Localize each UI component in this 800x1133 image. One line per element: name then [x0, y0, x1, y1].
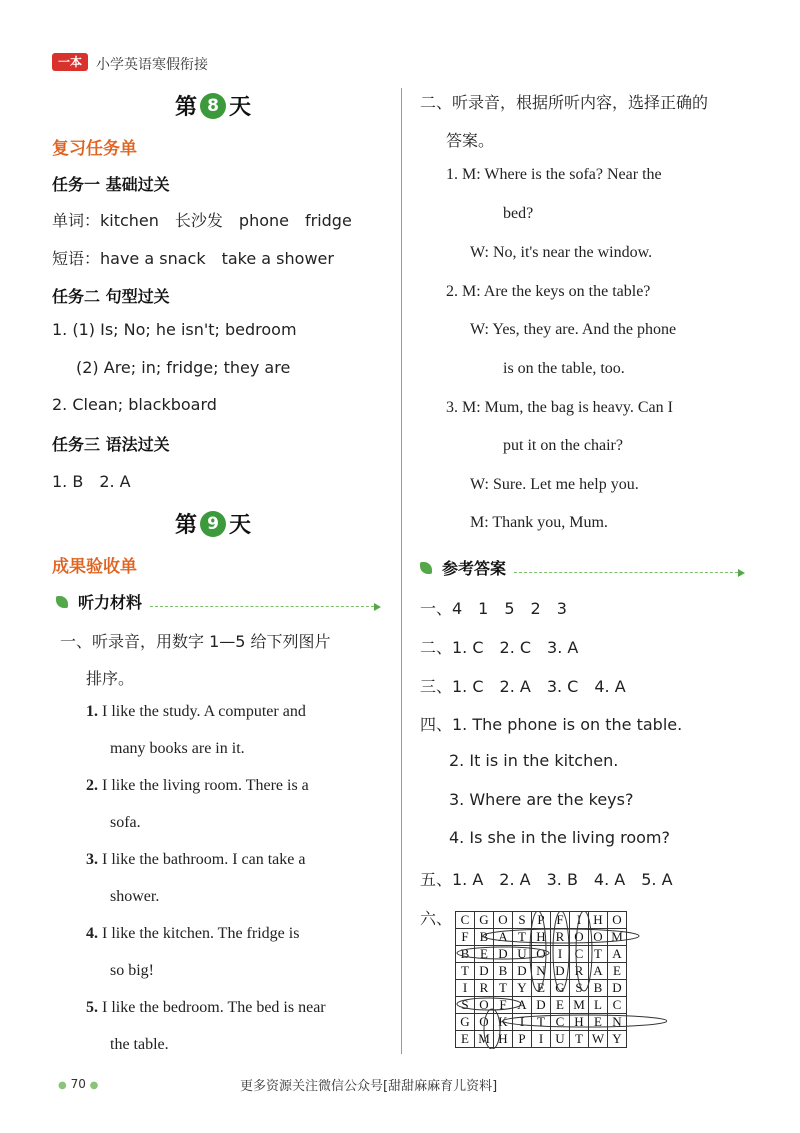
grid-cell: E — [589, 1014, 608, 1031]
listening-item-line1 — [86, 703, 306, 721]
answers-header — [420, 556, 745, 579]
grid-cell: D — [494, 946, 513, 963]
grid-cell: C — [608, 997, 627, 1014]
grid-cell: C — [551, 1014, 570, 1031]
grid-cell: S — [570, 980, 589, 997]
phrases-line: 短语：have a snack take a shower — [52, 249, 334, 268]
sentence-1: 1. (1) Is; No; he isn't; bedroom — [52, 320, 297, 339]
words-line: 单词：kitchen 长沙发 phone fridge — [52, 211, 352, 230]
grid-cell: E — [456, 1031, 475, 1048]
dialog-2c: is on the table, too. — [503, 360, 625, 377]
answer-4-1: 四、1. The phone is on the table. — [420, 715, 683, 734]
grid-cell: H — [589, 912, 608, 929]
listening-title: 听力材料 — [78, 593, 143, 612]
listening-item-line2: so big! — [110, 962, 154, 979]
day-prefix: 第 — [175, 95, 198, 120]
task3-title: 任务三 语法过关 — [52, 435, 170, 454]
grid-cell: O — [475, 1014, 494, 1031]
leaf-icon — [420, 562, 432, 574]
item-number: 1. — [86, 703, 98, 720]
item-text: I like the living room. There is a — [102, 777, 309, 794]
grid-row — [456, 929, 627, 946]
grid-cell: E — [608, 963, 627, 980]
answers-title: 参考答案 — [442, 559, 507, 578]
grid-cell: N — [532, 963, 551, 980]
word-search-grid — [455, 911, 627, 1048]
part1-instruction-cont: 排序。 — [86, 669, 135, 688]
dialog-3b: put it on the chair? — [503, 437, 623, 454]
dotted-rule — [514, 572, 738, 573]
dialog-1a: 1. M: Where is the sofa? Near the — [446, 166, 662, 183]
grid-cell: I — [551, 946, 570, 963]
grid-cell: I — [513, 1014, 532, 1031]
dot-icon: ● — [89, 1080, 99, 1091]
answer-4-4: 4. Is she in the living room? — [449, 828, 670, 847]
part2-instruction-cont: 答案。 — [446, 131, 495, 150]
page-number-area — [58, 1077, 98, 1091]
footer-note: 更多资源关注微信公众号[甜甜麻麻育儿资料] — [240, 1079, 498, 1094]
grid-cell: O — [475, 997, 494, 1014]
brand-logo: 一本 — [52, 53, 88, 71]
result-title: 成果验收单 — [52, 557, 137, 577]
dialog-1c: W: No, it's near the window. — [470, 244, 653, 261]
grid-cell: T — [513, 929, 532, 946]
day-8-heading — [175, 90, 251, 121]
grid-cell: I — [532, 1031, 551, 1048]
grid-cell: A — [494, 929, 513, 946]
grid-row — [456, 1031, 627, 1048]
grid-cell: S — [456, 997, 475, 1014]
dialog-2a: 2. M: Are the keys on the table? — [446, 283, 651, 300]
grid-cell: A — [589, 963, 608, 980]
grid-cell: G — [456, 1014, 475, 1031]
answer-4-2: 2. It is in the kitchen. — [449, 751, 619, 770]
answer-3: 三、1. C 2. A 3. C 4. A — [420, 677, 626, 696]
grid-cell: D — [475, 963, 494, 980]
grid-cell: O — [532, 946, 551, 963]
grid-cell: A — [513, 997, 532, 1014]
grid-cell: Y — [608, 1031, 627, 1048]
day-9-heading — [175, 508, 251, 539]
listening-header — [56, 590, 381, 613]
grid-cell: L — [589, 997, 608, 1014]
grid-cell: B — [475, 929, 494, 946]
grid-cell: M — [570, 997, 589, 1014]
sentence-1b: (2) Are; in; fridge; they are — [76, 358, 291, 377]
grid-cell: R — [551, 929, 570, 946]
grid-cell: O — [608, 912, 627, 929]
day-number-badge: 9 — [200, 511, 226, 537]
grid-cell: F — [494, 997, 513, 1014]
grid-cell: U — [551, 1031, 570, 1048]
grid-cell: T — [532, 1014, 551, 1031]
grid-cell: M — [608, 929, 627, 946]
item-number: 4. — [86, 925, 98, 942]
grid-cell: W — [589, 1031, 608, 1048]
sentence-2: 2. Clean; blackboard — [52, 395, 217, 414]
grid-cell: T — [589, 946, 608, 963]
grid-cell: D — [608, 980, 627, 997]
answer-1: 一、4 1 5 2 3 — [420, 599, 567, 618]
listening-item-line2: shower. — [110, 888, 160, 905]
part2-instruction: 二、听录音，根据所听内容，选择正确的 — [420, 93, 709, 112]
grid-cell: B — [589, 980, 608, 997]
grid-cell: I — [570, 912, 589, 929]
grid-cell: H — [532, 929, 551, 946]
dot-icon: ● — [58, 1080, 67, 1091]
item-text: I like the study. A computer and — [102, 703, 306, 720]
grid-cell: M — [475, 1031, 494, 1048]
grid-cell: U — [513, 946, 532, 963]
dialog-3c: W: Sure. Let me help you. — [470, 476, 639, 493]
grid-row — [456, 1014, 627, 1031]
grid-cell: B — [456, 946, 475, 963]
grid-cell: E — [475, 946, 494, 963]
grid-cell: F — [551, 912, 570, 929]
dotted-rule — [150, 606, 374, 607]
grid-cell: E — [532, 980, 551, 997]
leaf-icon — [56, 596, 68, 608]
grid-cell: D — [551, 963, 570, 980]
listening-item-line2: sofa. — [110, 814, 141, 831]
grid-cell: I — [456, 980, 475, 997]
item-text: I like the bedroom. The bed is near — [102, 999, 326, 1016]
grammar-answers: 1. B 2. A — [52, 472, 131, 491]
page-number: 70 — [70, 1077, 86, 1091]
grid-cell: P — [513, 1031, 532, 1048]
grid-cell: S — [513, 912, 532, 929]
grid-cell: R — [475, 980, 494, 997]
grid-cell: D — [513, 963, 532, 980]
grid-cell: R — [570, 963, 589, 980]
item-text: I like the bathroom. I can take a — [102, 851, 306, 868]
grid-cell: K — [494, 1014, 513, 1031]
grid-cell: O — [494, 912, 513, 929]
day-suffix: 天 — [229, 513, 252, 538]
answer-4-3: 3. Where are the keys? — [449, 790, 634, 809]
task2-title: 任务二 句型过关 — [52, 287, 170, 306]
grid-cell: T — [456, 963, 475, 980]
grid-cell: H — [494, 1031, 513, 1048]
part1-instruction: 一、听录音，用数字 1—5 给下列图片 — [60, 632, 331, 651]
grid-cell: C — [570, 946, 589, 963]
grid-cell: A — [608, 946, 627, 963]
dialog-3a: 3. M: Mum, the bag is heavy. Can I — [446, 399, 673, 416]
grid-cell: T — [494, 980, 513, 997]
item-number: 5. — [86, 999, 98, 1016]
listening-item-line1 — [86, 851, 305, 869]
column-divider — [401, 88, 402, 1054]
task1-title: 任务一 基础过关 — [52, 175, 170, 194]
book-title: 小学英语寒假衔接 — [96, 57, 208, 73]
grid-cell: B — [494, 963, 513, 980]
grid-row — [456, 963, 627, 980]
grid-cell: P — [532, 912, 551, 929]
grid-cell: E — [551, 997, 570, 1014]
dialog-2b: W: Yes, they are. And the phone — [470, 321, 677, 338]
listening-item-line2: many books are in it. — [110, 740, 245, 757]
grid-cell: G — [475, 912, 494, 929]
day-prefix: 第 — [175, 513, 198, 538]
grid-cell: N — [608, 1014, 627, 1031]
grid-row — [456, 912, 627, 929]
item-number: 2. — [86, 777, 98, 794]
answer-5: 五、1. A 2. A 3. B 4. A 5. A — [420, 870, 673, 889]
listening-item-line1 — [86, 925, 299, 943]
answer-6-label: 六、 — [420, 909, 453, 928]
dialog-1b: bed? — [503, 205, 534, 222]
dialog-3d: M: Thank you, Mum. — [470, 514, 608, 531]
listening-item-line2: the table. — [110, 1036, 169, 1053]
item-text: I like the kitchen. The fridge is — [102, 925, 300, 942]
grid-cell: C — [456, 912, 475, 929]
grid-cell: H — [570, 1014, 589, 1031]
grid-cell: D — [532, 997, 551, 1014]
day-number-badge: 8 — [200, 93, 226, 119]
arrow-icon — [738, 569, 745, 577]
listening-item-line1 — [86, 777, 309, 795]
listening-item-line1 — [86, 999, 326, 1017]
arrow-icon — [374, 603, 381, 611]
answer-2: 二、1. C 2. C 3. A — [420, 638, 579, 657]
grid-cell: G — [551, 980, 570, 997]
grid-cell: T — [570, 1031, 589, 1048]
grid-row — [456, 980, 627, 997]
grid-row — [456, 946, 627, 963]
grid-cell: O — [570, 929, 589, 946]
grid-row — [456, 997, 627, 1014]
review-title: 复习任务单 — [52, 139, 137, 159]
grid-cell: Y — [513, 980, 532, 997]
day-suffix: 天 — [229, 95, 252, 120]
grid-cell: O — [589, 929, 608, 946]
grid-cell: F — [456, 929, 475, 946]
item-number: 3. — [86, 851, 98, 868]
